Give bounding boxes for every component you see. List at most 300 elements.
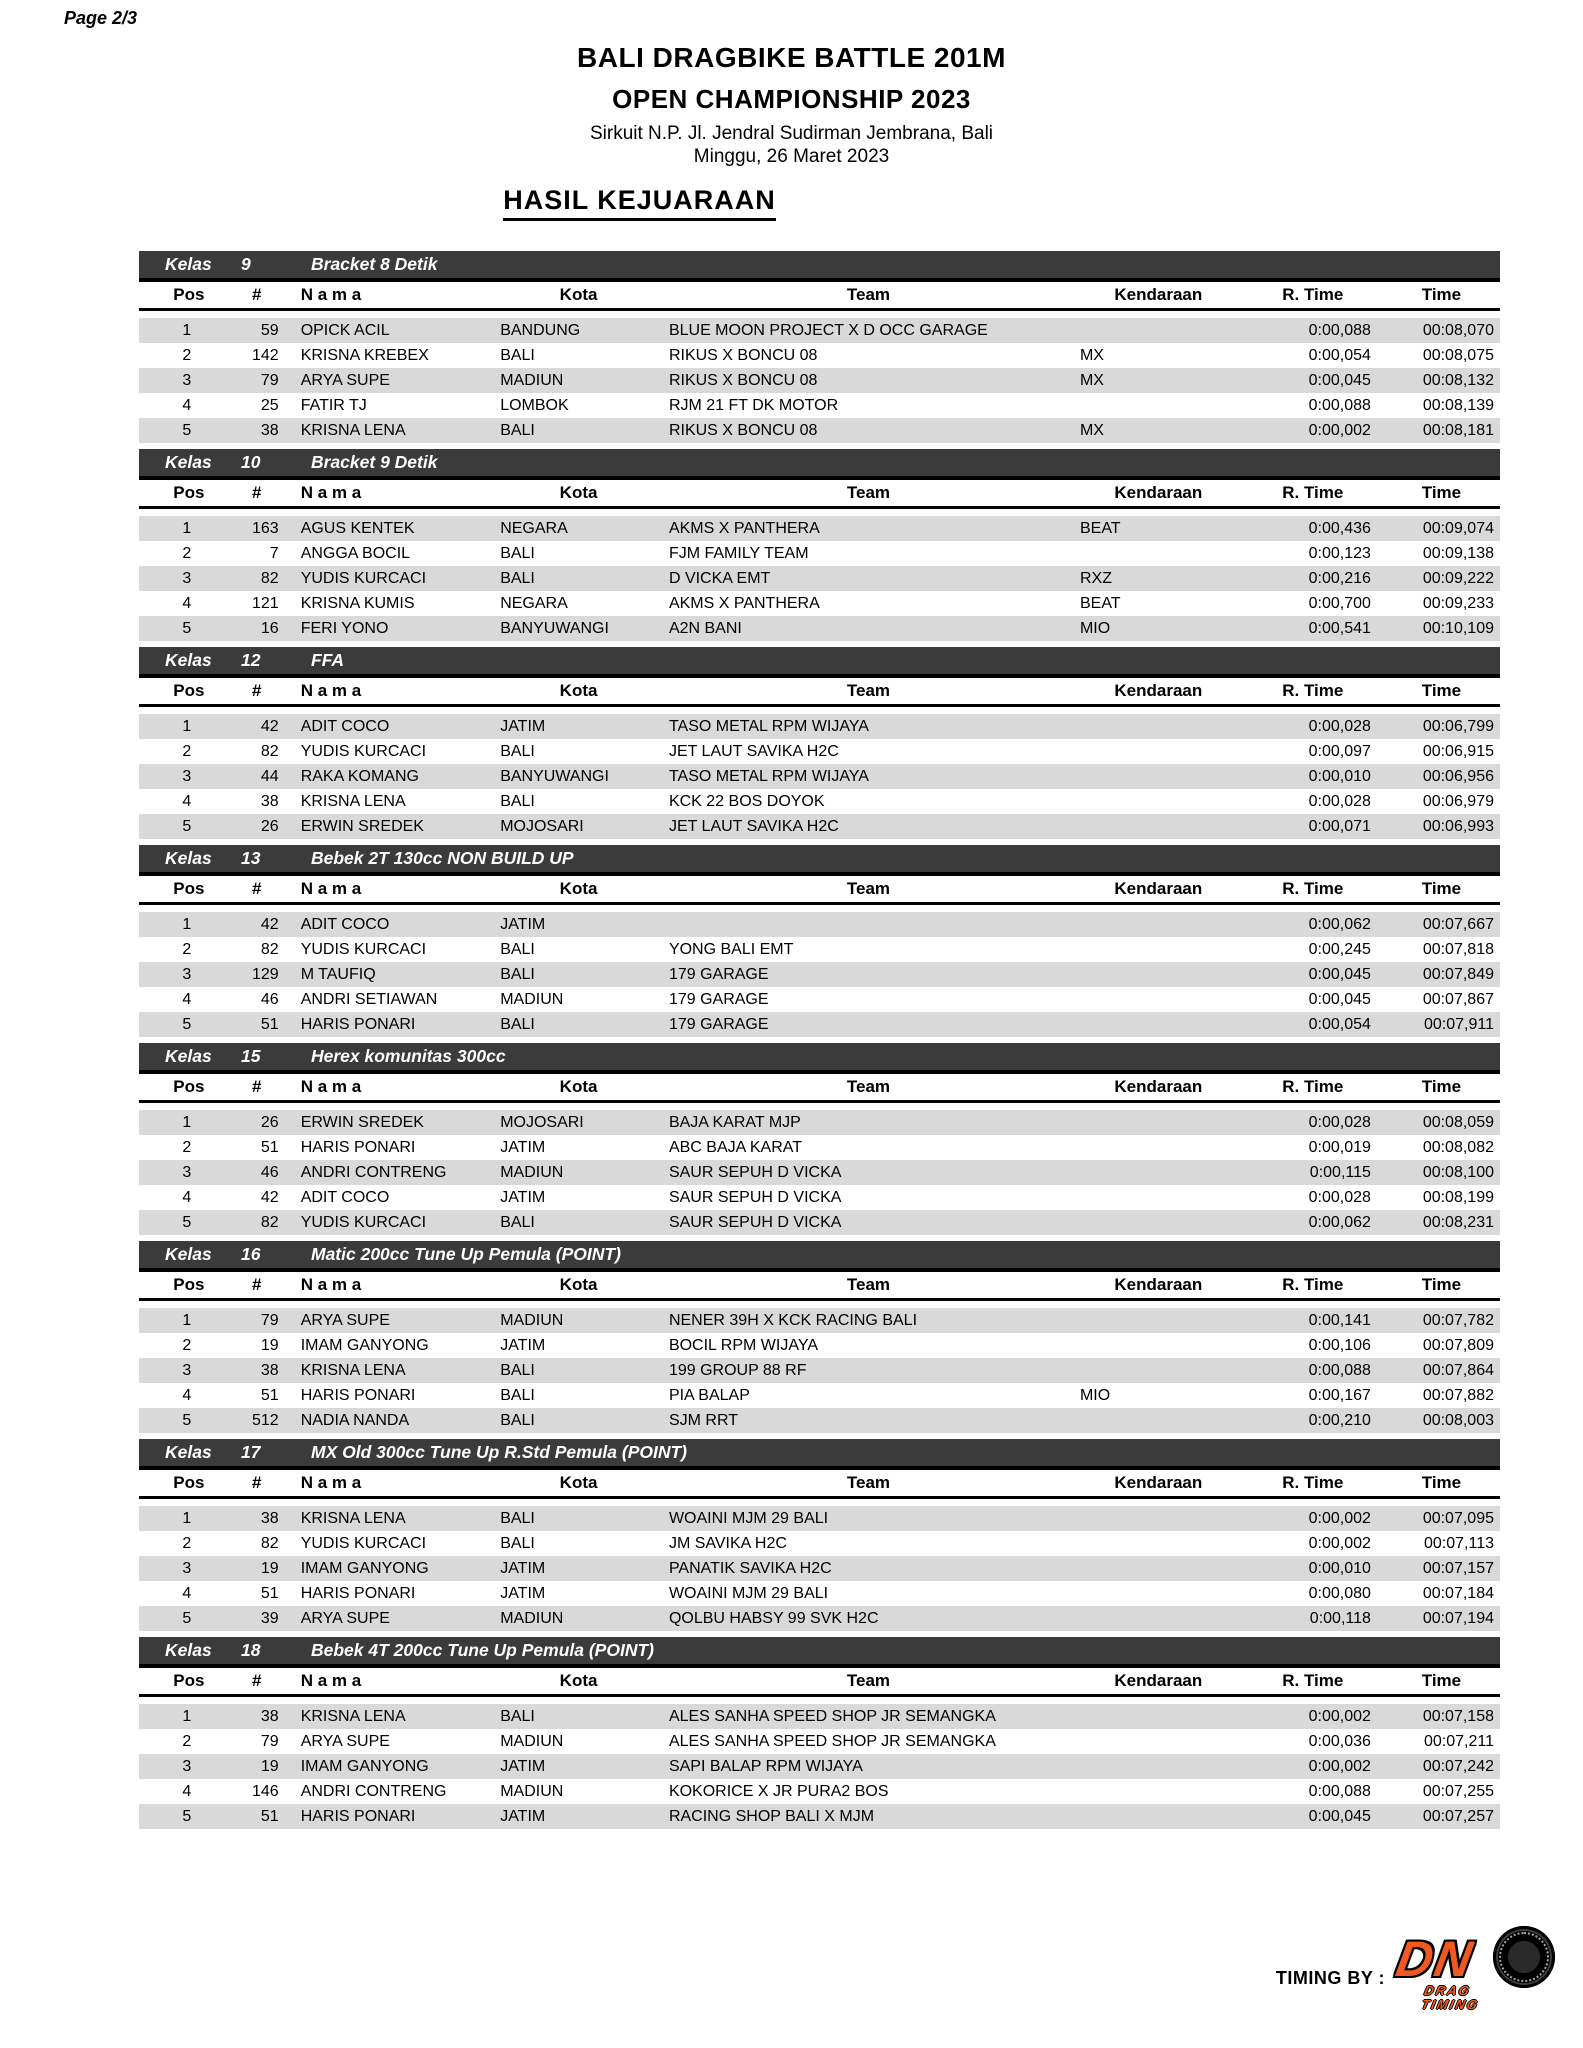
cell-vehicle [1074,1333,1243,1358]
cell-time: 00:08,132 [1383,368,1500,393]
class-kelas-number: 18 [241,1640,261,1660]
dn-logo-text: DN [1392,1931,1479,1987]
col-time: Time [1383,479,1500,508]
cell-pos: 5 [139,814,225,839]
cell-team: SAUR SEPUH D VICKA [663,1160,1074,1185]
class-kelas-number: 12 [241,650,261,670]
cell-name: ARYA SUPE [289,1606,495,1631]
cell-time: 00:07,157 [1383,1556,1500,1581]
class-table [139,449,1500,641]
class-kelas-number: 16 [241,1244,261,1264]
cell-time: 00:07,242 [1383,1754,1500,1779]
cell-city: BALI [494,1704,663,1729]
cell-city: JATIM [500,1138,546,1156]
spacer-cell [139,706,1500,715]
cell-number: 42 [225,714,289,739]
cell-time: 00:08,082 [1422,1138,1494,1156]
cell-team: SJM RRT [663,1408,1074,1433]
cell-team: ABC BAJA KARAT [668,1138,803,1156]
col-pos: Pos [139,1073,225,1102]
cell-number: 19 [225,1556,289,1581]
col-team: Team [663,875,1074,904]
cell-rtime: 0:00,071 [1243,814,1383,839]
cell-city: BALI [494,1506,663,1531]
result-row [139,962,1500,987]
cell-vehicle [1074,1606,1243,1631]
spacer-cell [139,1102,1500,1111]
cell-rtime: 0:00,028 [1243,1110,1383,1135]
cell-rtime: 0:00,010 [1243,1556,1383,1581]
class-table [139,845,1500,1037]
cell-rtime: 0:00,045 [1243,962,1383,987]
result-row [139,1135,1500,1160]
cell-city: MADIUN [500,1732,564,1750]
cell-vehicle [1074,962,1243,987]
cell-pos: 3 [139,962,225,987]
cell-pos: 4 [182,990,192,1008]
cell-name: ARYA SUPE [289,368,495,393]
cell-number: 82 [225,566,289,591]
cell-city: MADIUN [500,990,564,1008]
cell-team: SAUR SEPUH D VICKA [663,1210,1074,1235]
cell-number: 42 [260,1188,279,1206]
cell-pos: 4 [182,594,192,612]
cell-rtime: 0:00,002 [1243,418,1383,443]
cell-time: 00:07,211 [1424,1732,1494,1750]
cell-vehicle [1074,1729,1243,1754]
col-number: # [225,479,289,508]
cell-time: 00:09,074 [1383,516,1500,541]
cell-team: RACING SHOP BALI X MJM [663,1804,1074,1829]
cell-vehicle: MIO [1074,616,1243,641]
cell-name: FERI YONO [289,616,495,641]
cell-vehicle [1074,393,1243,418]
cell-city: BALI [500,940,535,958]
result-row [139,591,1500,616]
column-header-row [139,1667,1500,1696]
result-row [139,393,1500,418]
cell-pos: 3 [139,1556,225,1581]
cell-vehicle [1074,1160,1243,1185]
page-number-label: Page 2/3 [64,8,138,28]
column-header-row [139,677,1500,706]
cell-number: 16 [225,616,289,641]
cell-name: IMAM GANYONG [289,1556,495,1581]
cell-city: MADIUN [494,1606,663,1631]
cell-vehicle [1074,1581,1243,1606]
cell-rtime: 0:00,436 [1243,516,1383,541]
class-header-band [139,647,1500,676]
result-row [139,937,1500,962]
class-name: MX Old 300cc Tune Up R.Std Pemula (POINT) [311,1442,687,1462]
class-kelas-number: 15 [241,1046,261,1066]
col-rtime: R. Time [1243,875,1383,904]
column-header-row [139,1271,1500,1300]
cell-pos: 3 [139,368,225,393]
cell-city: NEGARA [494,516,663,541]
column-header-row [139,1469,1500,1498]
cell-number: 142 [251,346,279,364]
cell-number: 19 [260,1336,279,1354]
result-row [139,1804,1500,1829]
result-row [139,541,1500,566]
cell-team: 179 GARAGE [663,1012,1074,1037]
result-row [139,1581,1500,1606]
cell-name: RAKA KOMANG [289,764,495,789]
cell-city: BALI [494,1358,663,1383]
col-team: Team [663,677,1074,706]
cell-team: A2N BANI [663,616,1074,641]
cell-time: 00:08,231 [1383,1210,1500,1235]
col-name: N a m a [289,1469,495,1498]
col-team: Team [663,1271,1074,1300]
timing-by-label: TIMING BY : [1275,1967,1385,1988]
spacer-row [139,508,1500,517]
cell-number: 46 [260,990,279,1008]
cell-time: 00:07,194 [1383,1606,1500,1631]
class-kelas-label: Kelas [165,254,212,274]
cell-team [663,912,1074,937]
spacer-cell [139,904,1500,913]
cell-city: BANDUNG [494,318,663,343]
cell-pos: 3 [139,1754,225,1779]
cell-team: JET LAUT SAVIKA H2C [663,814,1074,839]
spacer-row [139,310,1500,319]
class-table [139,1043,1500,1235]
cell-name: AGUS KENTEK [289,516,495,541]
col-vehicle: Kendaraan [1074,1469,1243,1498]
cell-time: 00:07,158 [1383,1704,1500,1729]
cell-rtime: 0:00,028 [1243,714,1383,739]
cell-team: KCK 22 BOS DOYOK [668,792,825,810]
cell-number: 19 [225,1754,289,1779]
result-row [139,616,1500,641]
cell-vehicle [1074,739,1243,764]
cell-city: BALI [500,544,535,562]
cell-vehicle: MX [1079,346,1104,364]
class-table [139,1241,1500,1433]
cell-vehicle [1074,987,1243,1012]
cell-number: 39 [225,1606,289,1631]
cell-number: 51 [260,1584,279,1602]
cell-name: IMAM GANYONG [300,1336,429,1354]
cell-time: 00:09,233 [1422,594,1494,612]
cell-rtime: 0:00,002 [1243,1704,1383,1729]
cell-pos: 4 [182,1188,192,1206]
class-table [139,1439,1500,1631]
cell-pos: 5 [139,1012,225,1037]
cell-city: BALI [494,566,663,591]
col-city: Kota [494,1667,663,1696]
cell-vehicle: MIO [1079,1386,1111,1404]
cell-time: 00:09,138 [1422,544,1494,562]
cell-name: NADIA NANDA [289,1408,495,1433]
cell-name: HARIS PONARI [289,1012,495,1037]
cell-rtime: 0:00,002 [1243,1754,1383,1779]
col-team: Team [663,1667,1074,1696]
cell-rtime: 0:00,097 [1308,742,1371,760]
cell-team: TASO METAL RPM WIJAYA [663,764,1074,789]
spacer-row [139,1102,1500,1111]
cell-vehicle [1074,1308,1243,1333]
cell-pos: 1 [139,1308,225,1333]
result-row [139,1606,1500,1631]
cell-rtime: 0:00,045 [1243,368,1383,393]
cell-time: 00:07,867 [1422,990,1494,1008]
cell-number: 42 [225,912,289,937]
cell-rtime: 0:00,245 [1308,940,1371,958]
cell-pos: 1 [139,1110,225,1135]
result-row [139,1358,1500,1383]
cell-time: 00:07,095 [1383,1506,1500,1531]
cell-vehicle [1074,937,1243,962]
result-row [139,1185,1500,1210]
cell-number: 163 [225,516,289,541]
cell-rtime: 0:00,123 [1308,544,1371,562]
result-row [139,516,1500,541]
cell-vehicle [1074,318,1243,343]
class-kelas-number: 10 [241,452,261,472]
cell-time: 00:07,255 [1422,1782,1494,1800]
cell-city: MOJOSARI [494,1110,663,1135]
cell-name: YUDIS KURCACI [289,1210,495,1235]
cell-name: YUDIS KURCACI [300,1534,427,1552]
class-kelas-number: 13 [241,848,261,868]
col-city: Kota [494,875,663,904]
cell-time: 00:06,799 [1383,714,1500,739]
cell-city: BALI [500,742,535,760]
cell-name: YUDIS KURCACI [300,940,427,958]
cell-name: HARIS PONARI [300,1386,416,1404]
cell-time: 00:10,109 [1383,616,1500,641]
cell-team: WOAINI MJM 29 BALI [668,1584,829,1602]
class-table [139,1637,1500,1829]
cell-team: YONG BALI EMT [668,940,794,958]
cell-name: ARYA SUPE [300,1732,390,1750]
cell-city: JATIM [500,1336,546,1354]
cell-name: ADIT COCO [289,714,495,739]
cell-vehicle: MX [1074,368,1243,393]
cell-rtime: 0:00,080 [1308,1584,1371,1602]
class-header-band [139,1241,1500,1270]
spacer-row [139,706,1500,715]
cell-name: ARYA SUPE [289,1308,495,1333]
cell-number: 79 [260,1732,279,1750]
col-pos: Pos [139,875,225,904]
cell-name: YUDIS KURCACI [289,566,495,591]
dn-logo-subtext [1420,1984,1483,2011]
class-kelas-label: Kelas [165,1442,212,1462]
result-row [139,368,1500,393]
cell-rtime: 0:00,088 [1243,1358,1383,1383]
cell-time: 00:06,979 [1422,792,1494,810]
cell-team: JM SAVIKA H2C [668,1534,787,1552]
col-number: # [225,1469,289,1498]
cell-pos: 3 [139,764,225,789]
cell-rtime: 0:00,700 [1308,594,1371,612]
results-table [139,280,1500,443]
cell-vehicle [1074,1804,1243,1829]
result-row [139,1531,1500,1556]
class-kelas-label: Kelas [165,452,212,472]
spacer-row [139,904,1500,913]
result-row [139,814,1500,839]
cell-team: RIKUS X BONCU 08 [668,346,818,364]
cell-pos: 4 [182,1782,192,1800]
cell-vehicle [1074,912,1243,937]
spacer-cell [139,1300,1500,1309]
cell-number: 129 [225,962,289,987]
class-kelas-label: Kelas [165,1640,212,1660]
cell-name: KRISNA LENA [289,1506,495,1531]
col-name: N a m a [289,479,495,508]
cell-city: BALI [494,1012,663,1037]
result-row [139,1506,1500,1531]
cell-vehicle [1074,1358,1243,1383]
col-number: # [225,1073,289,1102]
cell-vehicle [1074,1012,1243,1037]
cell-pos: 1 [139,318,225,343]
cell-rtime: 0:00,106 [1308,1336,1371,1354]
spacer-cell [139,1498,1500,1507]
cell-rtime: 0:00,216 [1243,566,1383,591]
class-name: Bracket 8 Detik [311,254,438,274]
cell-pos: 5 [139,1210,225,1235]
cell-team: RIKUS X BONCU 08 [663,418,1074,443]
cell-rtime: 0:00,118 [1243,1606,1383,1631]
cell-number: 46 [225,1160,289,1185]
col-city: Kota [494,1271,663,1300]
col-vehicle: Kendaraan [1074,677,1243,706]
result-row [139,343,1500,368]
cell-number: 38 [260,792,279,810]
cell-number: 51 [260,1138,279,1156]
class-kelas-label: Kelas [165,1046,212,1066]
column-header-row [139,875,1500,904]
cell-team: RIKUS X BONCU 08 [663,368,1074,393]
cell-vehicle [1074,1110,1243,1135]
cell-name: ANDRI SETIAWAN [300,990,438,1008]
cell-time: 00:08,003 [1383,1408,1500,1433]
cell-team: BOCIL RPM WIJAYA [668,1336,818,1354]
col-city: Kota [494,1073,663,1102]
cell-time: 00:07,257 [1383,1804,1500,1829]
col-number: # [225,281,289,310]
cell-city: MADIUN [494,1308,663,1333]
col-pos: Pos [139,677,225,706]
cell-time: 00:08,181 [1383,418,1500,443]
result-row [139,987,1500,1012]
result-row [139,1754,1500,1779]
cell-pos: 5 [139,616,225,641]
cell-vehicle [1074,1754,1243,1779]
cell-name: KRISNA LENA [300,792,406,810]
cell-rtime: 0:00,036 [1308,1732,1371,1750]
col-rtime: R. Time [1243,479,1383,508]
cell-name: ANDRI CONTRENG [289,1160,495,1185]
cell-pos: 2 [182,940,192,958]
cell-number: 51 [225,1012,289,1037]
col-vehicle: Kendaraan [1074,875,1243,904]
results-table [139,478,1500,641]
spacer-row [139,1696,1500,1705]
cell-pos: 5 [139,1606,225,1631]
cell-time: 00:07,864 [1383,1358,1500,1383]
cell-rtime: 0:00,141 [1243,1308,1383,1333]
col-number: # [225,1667,289,1696]
col-team: Team [663,479,1074,508]
cell-name: FATIR TJ [300,396,367,414]
dn-logo-subtext-line2: TIMING [1420,1996,1481,2012]
class-header-band [139,251,1500,280]
cell-pos: 4 [182,792,192,810]
cell-pos: 2 [182,346,192,364]
cell-name: ERWIN SREDEK [289,1110,495,1135]
cell-rtime: 0:00,210 [1243,1408,1383,1433]
cell-rtime: 0:00,002 [1243,1506,1383,1531]
cell-vehicle [1074,1210,1243,1235]
cell-number: 121 [251,594,279,612]
cell-pos: 4 [182,1386,192,1404]
cell-name: ANGGA BOCIL [300,544,411,562]
cell-time: 00:07,667 [1383,912,1500,937]
spacer-cell [139,310,1500,319]
col-team: Team [663,281,1074,310]
cell-time: 00:09,222 [1383,566,1500,591]
col-name: N a m a [289,1073,495,1102]
cell-number: 79 [225,1308,289,1333]
cell-city: BALI [500,346,535,364]
cell-vehicle [1074,1779,1243,1804]
cell-rtime: 0:00,541 [1243,616,1383,641]
col-pos: Pos [139,1469,225,1498]
cell-time: 00:08,139 [1422,396,1494,414]
col-name: N a m a [289,677,495,706]
class-header-band [139,1439,1500,1468]
results-tables [139,251,1500,1829]
result-row [139,1012,1500,1037]
cell-number: 25 [260,396,279,414]
col-rtime: R. Time [1243,1073,1383,1102]
result-row [139,1408,1500,1433]
cell-number: 7 [269,544,279,562]
spacer-cell [139,1696,1500,1705]
class-name: Herex komunitas 300cc [311,1046,506,1066]
col-time: Time [1383,281,1500,310]
cell-rtime: 0:00,167 [1308,1386,1371,1404]
col-name: N a m a [289,1667,495,1696]
results-table [139,1666,1500,1829]
cell-number: 82 [260,940,279,958]
results-table [139,676,1500,839]
cell-name: KRISNA KREBEX [300,346,429,364]
cell-vehicle [1074,714,1243,739]
cell-pos: 2 [182,1534,192,1552]
col-city: Kota [494,677,663,706]
cell-team: 179 GARAGE [668,990,769,1008]
cell-name: KRISNA LENA [289,1358,495,1383]
cell-rtime: 0:00,115 [1243,1160,1383,1185]
cell-pos: 5 [139,1804,225,1829]
cell-city: JATIM [494,912,663,937]
col-city: Kota [494,479,663,508]
cell-number: 44 [225,764,289,789]
cell-city: JATIM [494,1556,663,1581]
cell-team: TASO METAL RPM WIJAYA [663,714,1074,739]
cell-pos: 1 [139,516,225,541]
cell-number: 26 [225,814,289,839]
cell-time: 00:07,849 [1383,962,1500,987]
